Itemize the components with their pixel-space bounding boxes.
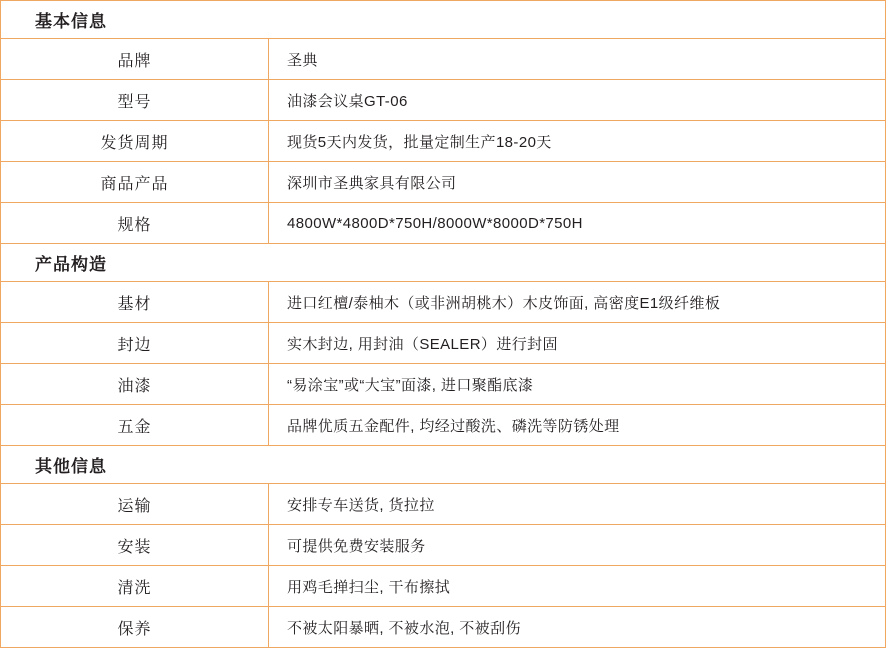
table-row	[1, 80, 886, 121]
row-value: 可提供免费安装服务	[269, 525, 886, 566]
row-value: 安排专车送货, 货拉拉	[269, 484, 886, 525]
row-label: 品牌	[1, 39, 269, 80]
table-row	[1, 162, 886, 203]
table-row	[1, 607, 886, 648]
table-row	[1, 39, 886, 80]
row-value: 实木封边, 用封油（SEALER）进行封固	[269, 323, 886, 364]
row-label: 发货周期	[1, 121, 269, 162]
row-label: 运输	[1, 484, 269, 525]
row-label: 基材	[1, 282, 269, 323]
row-label: 清洗	[1, 566, 269, 607]
row-value: 现货5天内发货，批量定制生产18-20天	[269, 121, 886, 162]
row-value: 进口红檀/泰柚木（或非洲胡桃木）木皮饰面, 高密度E1级纤维板	[269, 282, 886, 323]
table-row	[1, 282, 886, 323]
table-row	[1, 203, 886, 244]
row-value: 4800W*4800D*750H/8000W*8000D*750H	[269, 203, 886, 244]
row-value: 深圳市圣典家具有限公司	[269, 162, 886, 203]
row-label: 安装	[1, 525, 269, 566]
row-label: 油漆	[1, 364, 269, 405]
section-title-product-structure: 产品构造	[1, 244, 886, 282]
row-value: 用鸡毛掸扫尘, 干布擦拭	[269, 566, 886, 607]
row-value: 品牌优质五金配件, 均经过酸洗、磷洗等防锈处理	[269, 405, 886, 446]
section-header-row	[1, 446, 886, 484]
table-row	[1, 323, 886, 364]
table-row	[1, 484, 886, 525]
row-label: 型号	[1, 80, 269, 121]
row-value: 不被太阳暴晒, 不被水泡, 不被刮伤	[269, 607, 886, 648]
row-label: 保养	[1, 607, 269, 648]
table-row	[1, 364, 886, 405]
table-row	[1, 525, 886, 566]
row-label: 封边	[1, 323, 269, 364]
table-row	[1, 121, 886, 162]
row-value: 圣典	[269, 39, 886, 80]
row-label: 商品产品	[1, 162, 269, 203]
section-title-other-info: 其他信息	[1, 446, 886, 484]
table-row	[1, 566, 886, 607]
row-label: 五金	[1, 405, 269, 446]
spec-table-body	[1, 1, 886, 648]
section-header-row	[1, 1, 886, 39]
row-label: 规格	[1, 203, 269, 244]
section-header-row	[1, 244, 886, 282]
row-value: 油漆会议桌GT-06	[269, 80, 886, 121]
section-title-basic-info: 基本信息	[1, 1, 886, 39]
row-value: “易涂宝”或“大宝”面漆, 进口聚酯底漆	[269, 364, 886, 405]
table-row	[1, 405, 886, 446]
